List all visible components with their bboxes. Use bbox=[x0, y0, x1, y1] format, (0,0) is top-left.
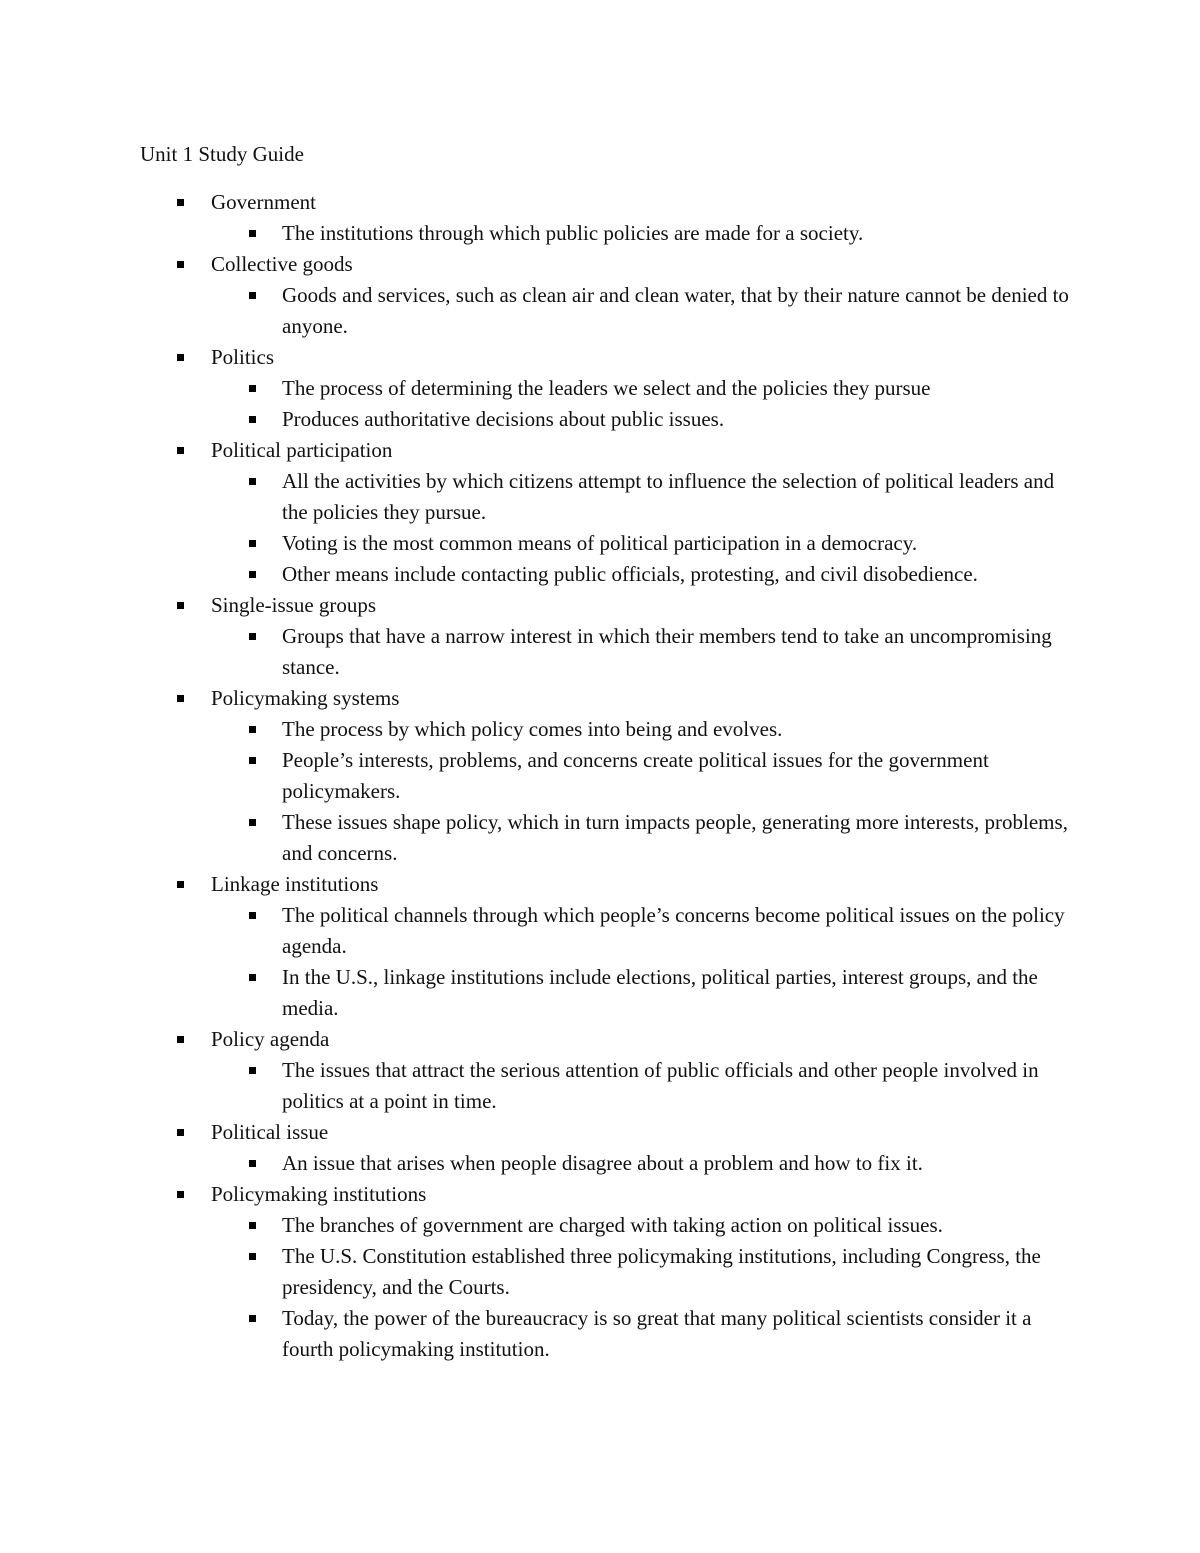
definition-text: Voting is the most common means of political participation in a democracy. bbox=[282, 531, 918, 555]
square-bullet-icon bbox=[177, 447, 184, 454]
definition-list bbox=[0, 466, 1200, 590]
square-bullet-icon bbox=[249, 1315, 256, 1322]
term-item bbox=[0, 1024, 1200, 1117]
term-label: Political issue bbox=[211, 1120, 329, 1144]
definition-list bbox=[0, 1055, 1200, 1117]
square-bullet-icon bbox=[249, 571, 256, 578]
definition-text: Goods and services, such as clean air and clean water, that by their nature cannot be denied to anyone. bbox=[282, 283, 1069, 338]
term-item bbox=[0, 249, 1200, 342]
definition-item bbox=[0, 745, 1072, 807]
term-label: Policymaking institutions bbox=[211, 1182, 427, 1206]
definition-text: Produces authoritative decisions about public issues. bbox=[282, 407, 725, 431]
term-label: Linkage institutions bbox=[211, 872, 379, 896]
definition-item bbox=[0, 218, 1072, 249]
definition-text: The process of determining the leaders we select and the policies they pursue bbox=[282, 376, 931, 400]
definition-item bbox=[0, 373, 1072, 404]
term-row bbox=[0, 869, 1200, 900]
term-label: Collective goods bbox=[211, 252, 353, 276]
definition-item bbox=[0, 1210, 1072, 1241]
definition-text: People’s interests, problems, and concerns create political issues for the government policymakers. bbox=[282, 748, 989, 803]
definition-text: In the U.S., linkage institutions include elections, political parties, interest groups, and the media. bbox=[282, 965, 1038, 1020]
definition-item bbox=[0, 559, 1072, 590]
definition-item bbox=[0, 621, 1072, 683]
term-list bbox=[0, 187, 1200, 1365]
definition-item bbox=[0, 528, 1072, 559]
term-item bbox=[0, 869, 1200, 1024]
document-title: Unit 1 Study Guide bbox=[140, 142, 304, 166]
square-bullet-icon bbox=[177, 881, 184, 888]
square-bullet-icon bbox=[249, 633, 256, 640]
term-label: Government bbox=[211, 190, 316, 214]
definition-item bbox=[0, 1148, 1072, 1179]
square-bullet-icon bbox=[249, 292, 256, 299]
definition-text: Groups that have a narrow interest in which their members tend to take an uncompromising stance. bbox=[282, 624, 1052, 679]
definition-list bbox=[0, 1210, 1200, 1365]
square-bullet-icon bbox=[249, 416, 256, 423]
square-bullet-icon bbox=[249, 540, 256, 547]
definition-text: The political channels through which people’s concerns become political issues on the policy agenda. bbox=[282, 903, 1065, 958]
term-item bbox=[0, 683, 1200, 869]
definition-item bbox=[0, 1303, 1072, 1365]
definition-text: The process by which policy comes into being and evolves. bbox=[282, 717, 783, 741]
square-bullet-icon bbox=[249, 230, 256, 237]
square-bullet-icon bbox=[177, 1191, 184, 1198]
square-bullet-icon bbox=[249, 385, 256, 392]
square-bullet-icon bbox=[249, 819, 256, 826]
term-label: Policy agenda bbox=[211, 1027, 330, 1051]
definition-list bbox=[0, 280, 1200, 342]
definition-item bbox=[0, 280, 1072, 342]
term-row bbox=[0, 683, 1200, 714]
square-bullet-icon bbox=[177, 695, 184, 702]
definition-item bbox=[0, 404, 1072, 435]
definition-text: An issue that arises when people disagree about a problem and how to fix it. bbox=[282, 1151, 923, 1175]
term-row bbox=[0, 1179, 1200, 1210]
definition-text: The U.S. Constitution established three policymaking institutions, including Congress, the presidency, and the Courts. bbox=[282, 1244, 1041, 1299]
definition-text: These issues shape policy, which in turn impacts people, generating more interests, problems, and concerns. bbox=[282, 810, 1068, 865]
square-bullet-icon bbox=[249, 1067, 256, 1074]
definition-list bbox=[0, 1148, 1200, 1179]
definition-text: The institutions through which public policies are made for a society. bbox=[282, 221, 864, 245]
square-bullet-icon bbox=[249, 757, 256, 764]
term-item bbox=[0, 1179, 1200, 1365]
square-bullet-icon bbox=[249, 912, 256, 919]
definition-item bbox=[0, 714, 1072, 745]
square-bullet-icon bbox=[249, 1253, 256, 1260]
term-row bbox=[0, 435, 1200, 466]
square-bullet-icon bbox=[177, 354, 184, 361]
square-bullet-icon bbox=[177, 199, 184, 206]
definition-list bbox=[0, 373, 1200, 435]
square-bullet-icon bbox=[249, 974, 256, 981]
term-row bbox=[0, 1024, 1200, 1055]
term-row bbox=[0, 249, 1200, 280]
square-bullet-icon bbox=[177, 602, 184, 609]
term-row bbox=[0, 590, 1200, 621]
square-bullet-icon bbox=[177, 1129, 184, 1136]
definition-text: Today, the power of the bureaucracy is so great that many political scientists consider it a fourth policymaking institution. bbox=[282, 1306, 1032, 1361]
term-item bbox=[0, 435, 1200, 590]
definition-text: All the activities by which citizens attempt to influence the selection of political leaders and the policies they pursue. bbox=[282, 469, 1055, 524]
definition-text: Other means include contacting public officials, protesting, and civil disobedience. bbox=[282, 562, 978, 586]
square-bullet-icon bbox=[177, 261, 184, 268]
term-label: Single-issue groups bbox=[211, 593, 377, 617]
term-item bbox=[0, 342, 1200, 435]
square-bullet-icon bbox=[177, 1036, 184, 1043]
definition-text: The issues that attract the serious attention of public officials and other people involved in politics at a point in time. bbox=[282, 1058, 1039, 1113]
term-row bbox=[0, 342, 1200, 373]
definition-text: The branches of government are charged with taking action on political issues. bbox=[282, 1213, 943, 1237]
square-bullet-icon bbox=[249, 1222, 256, 1229]
definition-list bbox=[0, 218, 1200, 249]
definition-list bbox=[0, 621, 1200, 683]
definition-list bbox=[0, 900, 1200, 1024]
term-item bbox=[0, 590, 1200, 683]
definition-item bbox=[0, 962, 1072, 1024]
term-label: Policymaking systems bbox=[211, 686, 400, 710]
square-bullet-icon bbox=[249, 478, 256, 485]
definition-item bbox=[0, 1055, 1072, 1117]
term-label: Political participation bbox=[211, 438, 393, 462]
square-bullet-icon bbox=[249, 726, 256, 733]
definition-item bbox=[0, 466, 1072, 528]
term-item bbox=[0, 1117, 1200, 1179]
term-row bbox=[0, 187, 1200, 218]
definition-item bbox=[0, 900, 1072, 962]
term-label: Politics bbox=[211, 345, 275, 369]
square-bullet-icon bbox=[249, 1160, 256, 1167]
term-item bbox=[0, 187, 1200, 249]
definition-item bbox=[0, 1241, 1072, 1303]
definition-item bbox=[0, 807, 1072, 869]
term-row bbox=[0, 1117, 1200, 1148]
definition-list bbox=[0, 714, 1200, 869]
